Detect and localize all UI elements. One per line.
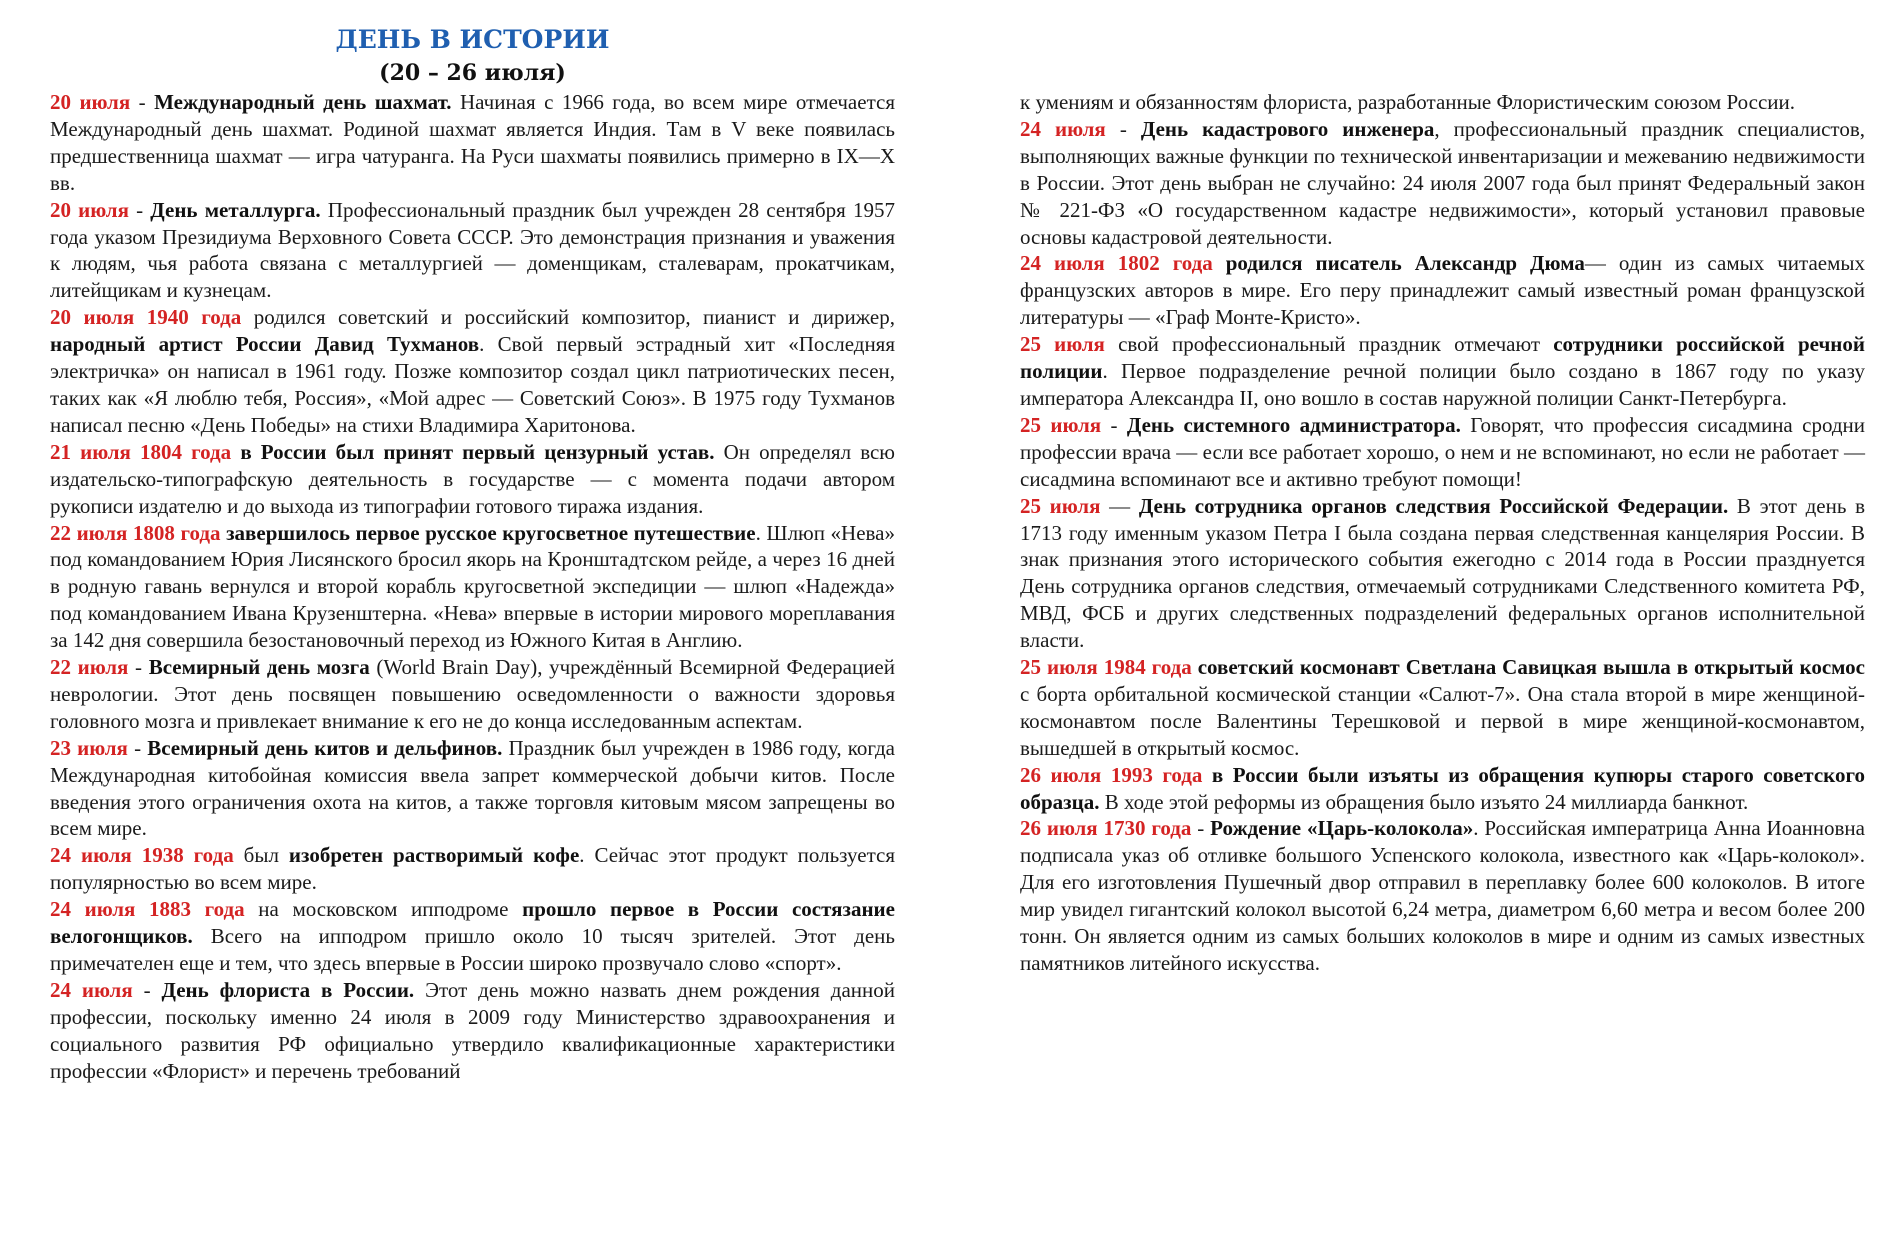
entry-text: В ходе этой реформы из обращения было изъято 24 миллиарда банкнот. — [1099, 789, 1749, 814]
entry-text: (World Brain Day), учреждённый Всемирной Федерацией неврологии. Этот день посвящен повышению осведомленности о важности здоровья головного мозга и привлекает внимание к его не до конца исследованным аспектам. — [50, 655, 895, 733]
history-entry — [50, 654, 895, 735]
entry-text — [1202, 763, 1212, 787]
history-entry — [50, 197, 895, 305]
entry-date: 26 июля 1993 года — [1020, 762, 1203, 787]
history-entry — [50, 977, 895, 1085]
entry-text: . Шлюп «Нева» под командованием Юрия Лисянского бросил якорь на Кронштадтском рейде, а через 16 дней в родную гавань вернулся и второй корабль кругосветной экспедиции — шлюп «Надежда» под командованием Ивана Крузенштерна. «Нева» впервые в истории мирового мореплавания за 142 дня совершила безостановочный переход из Южного Китая в Англию. — [50, 520, 895, 653]
entry-highlight: народный артист России Давид Тухманов — [50, 332, 480, 357]
entry-text: Он определял всю издательско-типографскую деятельность в государстве — с момента подачи автором рукописи издателю и до выхода из типографии готового тиража издания. — [50, 439, 895, 518]
date-range-subtitle: (20 – 26 июля) — [379, 60, 566, 86]
entry-highlight: в России был принят первый цензурный устав. — [240, 439, 715, 464]
entry-date: 24 июля 1938 года — [50, 843, 234, 868]
entry-text: - — [127, 735, 148, 760]
entry-text: Начиная с 1966 года, во всем мире отмечается Международный день шахмат. Родиной шахмат является Индия. Там в V веке появилась предшественница шахмат — игра чатуранга. На Руси шахматы появились примерно в IX—X вв. — [50, 90, 895, 195]
entry-date: 25 июля — [1020, 332, 1105, 357]
entry-highlight: Всемирный день китов и дельфинов. — [147, 735, 503, 760]
entry-text: Профессиональный праздник был учрежден 28 сентября 1957 года указом Президиума Верховного Совета СССР. Это демонстрация признания и уважения к людям, чья работа связана с металлургией — доменщикам, сталеварам, прокатчикам, литейщикам и кузнецам. — [50, 197, 896, 303]
right-column — [1020, 89, 1865, 977]
entry-highlight: родился писатель Александр Дюма — [1225, 251, 1585, 276]
entry-text: - — [128, 655, 149, 680]
entry-text — [1213, 251, 1226, 275]
entry-text: родился советский и российский композитор, пианист и дирижер, — [241, 305, 895, 330]
entry-date: 25 июля — [1020, 412, 1102, 437]
entry-highlight: завершилось первое русское кругосветное путешествие — [226, 520, 756, 545]
entry-date: 25 июля — [1020, 493, 1101, 518]
history-entry — [1020, 116, 1865, 251]
entry-highlight: Международный день шахмат. — [154, 90, 452, 114]
entry-highlight: сотрудники российской речной полиции — [1020, 332, 1865, 384]
history-entry — [50, 842, 895, 896]
entry-highlight: изобретен растворимый кофе — [288, 843, 580, 868]
entry-text: . Российская императрица Анна Иоанновна подписала указ об отливке большого Успенского колокола, известного как «Царь-колокол». Для его изготовления Пушечный двор отправил в переплавку более 600 колоколов. В итоге мир увидел гигантский колокол высотой 6,24 метра, диаметром 6,60 метра и весом более 200 тонн. Он является одним из самых больших колоколов в мире и одним из самых известных памятников литейного искусства. — [1020, 816, 1865, 975]
history-entry — [1020, 331, 1865, 412]
history-entry — [50, 735, 895, 843]
entry-text: — — [1100, 493, 1139, 518]
history-entry — [1020, 412, 1865, 493]
entry-date: 25 июля 1984 года — [1020, 655, 1192, 680]
entry-text — [231, 440, 240, 464]
entry-date: 23 июля — [50, 735, 128, 760]
entry-text: . Свой первый эстрадный хит «Последняя электричка» он написал в 1961 году. Позже композитор создал цикл патриотических песен, таких как «Я люблю тебя, Россия», «Мой адрес — Советский Союз». В 1975 году Тухманов написал песню «День Победы» на стихи Владимира Харитонова. — [50, 332, 896, 437]
history-entry — [50, 520, 895, 655]
page-title: ДЕНЬ В ИСТОРИИ — [335, 25, 610, 54]
entry-text: Праздник был учрежден в 1986 году, когда Международная китобойная комиссия ввела запрет коммерческой добычи китов. После введения этого ограничения охота на китов, а также торговля китовым мясом запрещены во всем мире. — [50, 735, 895, 841]
entry-text: свой профессиональный праздник отмечают — [1104, 332, 1554, 357]
history-entry — [50, 896, 895, 977]
entry-text: Этот день можно назвать днем рождения данной профессии, поскольку именно 24 июля в 2009 году Министерство здравоохранения и социального развития РФ официально утвердило квалификационные характеристики профессии «Флорист» и перечень требований — [50, 977, 895, 1083]
history-entry — [1020, 493, 1865, 654]
entry-text: В этот день в 1713 году именным указом Петра I была создана первая следственная канцелярия России. В знак признания этого исторического события ежегодно с 2014 года в России празднуется День сотрудника органов следствия, отмечаемый сотрудниками Следственного комитета РФ, МВД, ФСБ и других следственных подразделений федеральных органов исполнительной власти. — [1020, 493, 1865, 653]
entry-highlight: Всемирный день мозга — [148, 655, 370, 680]
entry-date: 21 июля 1804 года — [50, 439, 232, 464]
entry-text: был — [233, 843, 289, 868]
entry-text: - — [128, 197, 151, 222]
entry-date: 24 июля — [50, 977, 133, 1002]
history-entry — [50, 89, 895, 197]
entry-date: 20 июля — [50, 197, 129, 222]
history-entry — [1020, 89, 1865, 116]
entry-text: к умениям и обязанностям флориста, разработанные Флористическим союзом России. — [1020, 90, 1796, 114]
entry-highlight: Рождение «Царь-колокола» — [1210, 816, 1474, 841]
entry-highlight: День кадастрового инженера — [1140, 116, 1435, 141]
entry-date: 22 июля 1808 года — [50, 520, 221, 545]
history-entry — [1020, 250, 1865, 331]
entry-highlight: День флориста в России. — [161, 977, 415, 1002]
entry-text: с борта орбитальной космической станции «Салют-7». Она стала второй в мире женщиной-космонавтом после Валентины Терешковой и первой в мире женщиной-космонавтом, вышедшей в открытый космос. — [1020, 681, 1865, 760]
entry-date: 24 июля 1802 года — [1020, 251, 1213, 276]
entry-text: . Первое подразделение речной полиции было создано в 1867 году по указу императора Александра II, оно вошло в состав наружной полиции Санкт-Петербурга. — [1020, 359, 1865, 410]
left-column — [50, 89, 895, 1085]
history-entry — [50, 304, 895, 439]
entry-highlight: советский космонавт Светлана Савицкая вышла в открытый космос — [1197, 655, 1866, 680]
entry-text: . Сейчас этот продукт пользуется популярностью во всем мире. — [50, 843, 895, 895]
entry-text: - — [1101, 412, 1127, 437]
entry-highlight: прошло первое в России состязание велогонщиков. — [50, 897, 895, 949]
history-entry — [1020, 762, 1865, 816]
entry-highlight: День сотрудника органов следствия Российской Федерации. — [1138, 493, 1729, 518]
entry-highlight: День системного администратора. — [1126, 412, 1461, 437]
entry-highlight: в России были изъяты из обращения купюры старого советского образца. — [1020, 762, 1865, 814]
history-entry — [1020, 815, 1865, 976]
entry-text: - — [132, 977, 162, 1002]
entry-text: - — [1105, 116, 1141, 141]
history-entry — [50, 439, 895, 520]
entry-date: 20 июля — [50, 90, 131, 114]
entry-text: - — [130, 90, 155, 114]
entry-date: 26 июля 1730 года — [1020, 816, 1192, 841]
entry-text: , профессиональный праздник специалистов, выполняющих важные функции по технической инвентаризации и межеванию недвижимости в России. Этот день выбран не случайно: 24 июля 2007 года был принят Федеральный закон № 221-ФЗ «О государственном кадастре недвижимости», который установил правовые основы кадастровой деятельности. — [1020, 116, 1865, 249]
entry-text: Всего на ипподром пришло около 10 тысяч зрителей. Этот день примечателен еще и тем, что здесь впервые в России широко прозвучало слово «спорт». — [50, 924, 895, 975]
entry-text: на московском ипподроме — [244, 897, 523, 922]
entry-text: Говорят, что профессия сисадмина сродни профессии врача — если все работает хорошо, о нем и не вспоминают, но если не работает — сисадмина вспоминают все и активно требуют помощи! — [1020, 412, 1865, 491]
entry-date: 24 июля — [1020, 116, 1106, 141]
history-entry — [1020, 654, 1865, 762]
entry-text: — один из самых читаемых французских авторов в мире. Его перу принадлежит самый известный роман французской литературы — «Граф Монте-Кристо». — [1020, 251, 1865, 330]
entry-text: - — [1191, 816, 1211, 841]
entry-date: 24 июля 1883 года — [50, 897, 245, 922]
entry-date: 22 июля — [50, 655, 129, 680]
entry-date: 20 июля 1940 года — [50, 305, 242, 330]
entry-highlight: День металлурга. — [150, 197, 321, 222]
